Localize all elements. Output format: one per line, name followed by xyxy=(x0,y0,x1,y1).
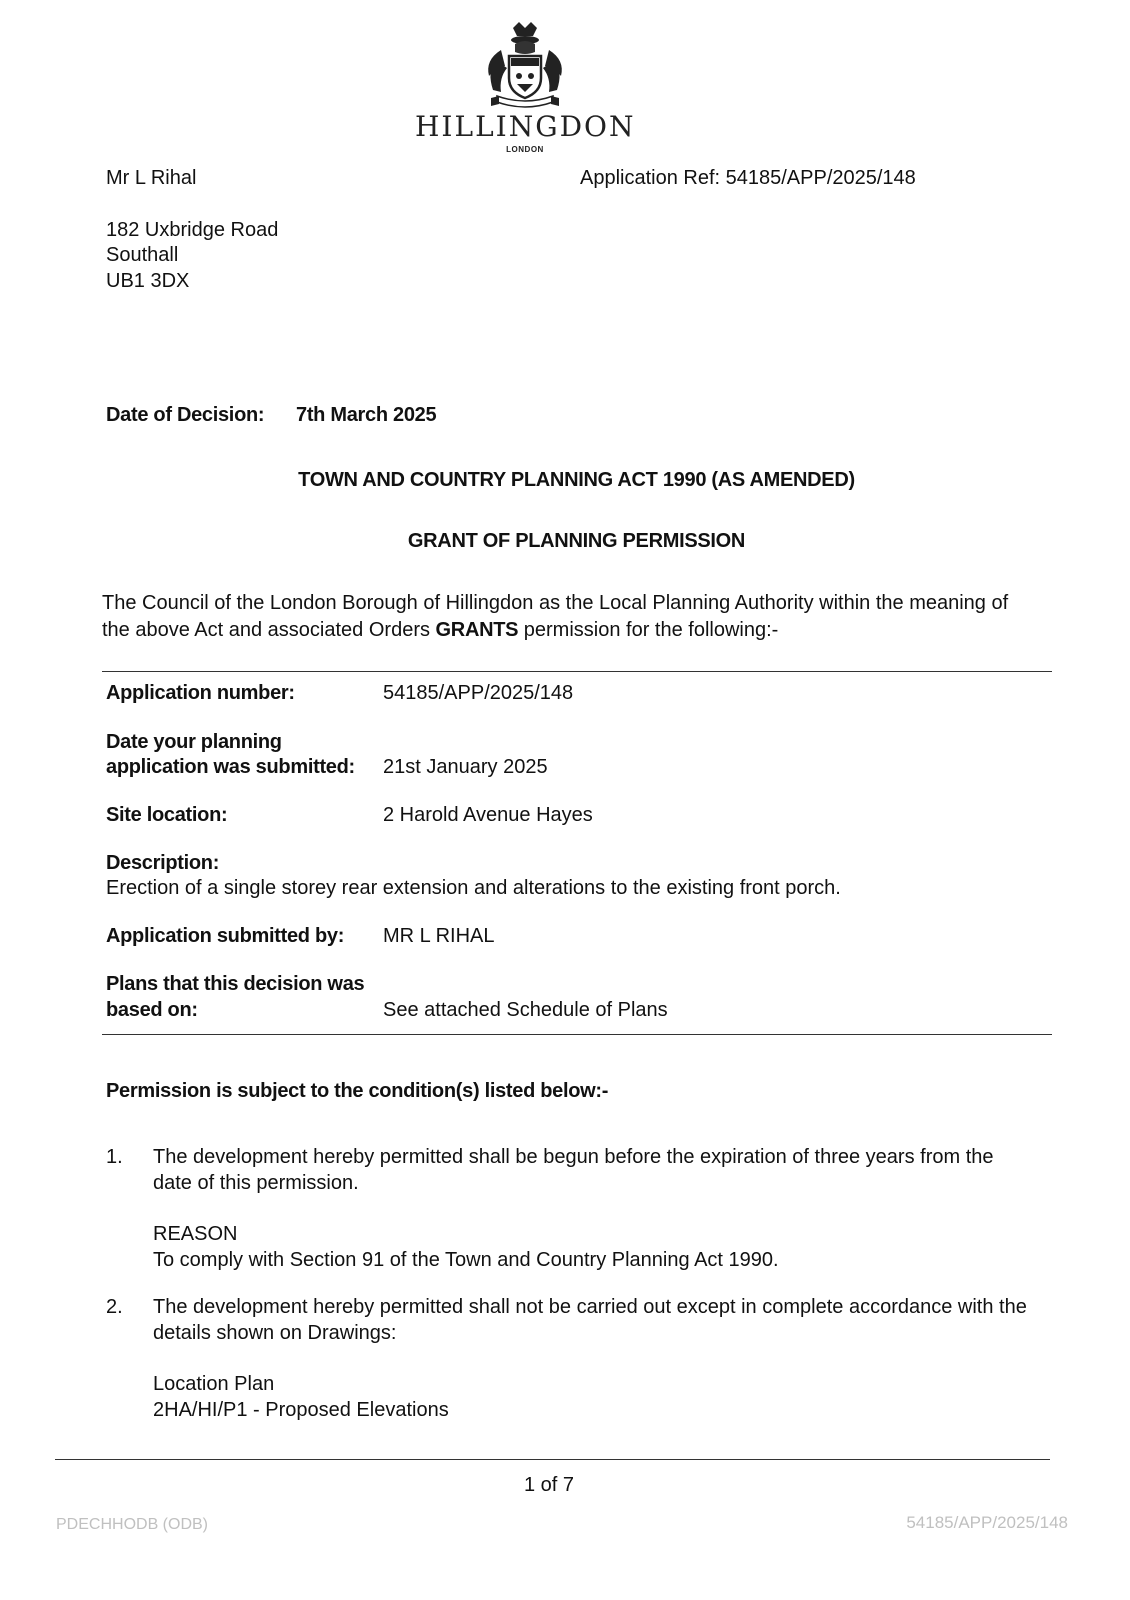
logo-subtitle: LONDON xyxy=(506,145,544,154)
description-value: Erection of a single storey rear extension and alterations to the existing front porch. xyxy=(106,877,841,899)
footer-rule xyxy=(55,1459,1050,1460)
submitted-label-2: application was submitted: xyxy=(106,756,355,778)
condition-2-drawing-2: 2HA/HI/P1 - Proposed Elevations xyxy=(153,1399,449,1421)
submitted-by-value: MR L RIHAL xyxy=(383,925,495,947)
address-line-2: Southall xyxy=(106,244,179,266)
condition-2-line-2: details shown on Drawings: xyxy=(153,1322,397,1344)
intro-line-2 xyxy=(102,617,778,643)
condition-1-reason-text: To comply with Section 91 of the Town and Country Planning Act 1990. xyxy=(153,1249,779,1271)
submitted-label-1: Date your planning xyxy=(106,731,282,753)
address-line-3: UB1 3DX xyxy=(106,270,190,292)
address-line-1: 182 Uxbridge Road xyxy=(106,219,279,241)
intro-line-2-pre: the above Act and associated Orders xyxy=(102,619,436,641)
details-top-rule xyxy=(102,671,1052,672)
app-number-label: Application number: xyxy=(106,682,295,704)
condition-1-number: 1. xyxy=(106,1146,123,1168)
conditions-heading: Permission is subject to the condition(s) listed below:- xyxy=(106,1080,609,1102)
app-number-value: 54185/APP/2025/148 xyxy=(383,682,574,704)
plans-label-2: based on: xyxy=(106,999,198,1021)
site-value: 2 Harold Avenue Hayes xyxy=(383,804,593,826)
grant-title: GRANT OF PLANNING PERMISSION xyxy=(407,530,746,552)
intro-grants: GRANTS xyxy=(435,619,519,641)
condition-1-reason-label: REASON xyxy=(153,1223,238,1245)
description-label: Description: xyxy=(106,852,220,874)
decision-date-label: Date of Decision: xyxy=(106,404,265,426)
condition-2-number: 2. xyxy=(106,1296,123,1318)
footer-right-ref: 54185/APP/2025/148 xyxy=(906,1513,1068,1532)
footer-left-code: PDECHHODB (ODB) xyxy=(56,1516,209,1533)
act-title: TOWN AND COUNTRY PLANNING ACT 1990 (AS AMENDED) xyxy=(298,469,855,491)
coat-of-arms-icon xyxy=(415,20,635,112)
condition-1-line-1: The development hereby permitted shall be begun before the expiration of three years from the xyxy=(153,1146,994,1168)
plans-value: See attached Schedule of Plans xyxy=(383,999,668,1021)
condition-2-line-1: The development hereby permitted shall not be carried out except in complete accordance with the xyxy=(153,1296,1027,1318)
details-bottom-rule xyxy=(102,1034,1052,1035)
plans-label-1: Plans that this decision was xyxy=(106,973,365,995)
recipient-name: Mr L Rihal xyxy=(106,167,197,189)
decision-date-value: 7th March 2025 xyxy=(296,404,437,426)
condition-1-line-2: date of this permission. xyxy=(153,1172,359,1194)
intro-line-1: The Council of the London Borough of Hillingdon as the Local Planning Authority within the meaning of xyxy=(102,592,1009,614)
page-number: 1 of 7 xyxy=(523,1474,575,1496)
council-logo xyxy=(415,20,635,160)
submitted-by-label: Application submitted by: xyxy=(106,925,345,947)
condition-2-drawing-1: Location Plan xyxy=(153,1373,275,1395)
intro-line-2-post: permission for the following:- xyxy=(518,619,779,641)
submitted-value: 21st January 2025 xyxy=(383,756,548,778)
logo-wordmark: HILLINGDON xyxy=(415,110,636,143)
site-label: Site location: xyxy=(106,804,228,826)
application-ref: Application Ref: 54185/APP/2025/148 xyxy=(580,167,916,189)
